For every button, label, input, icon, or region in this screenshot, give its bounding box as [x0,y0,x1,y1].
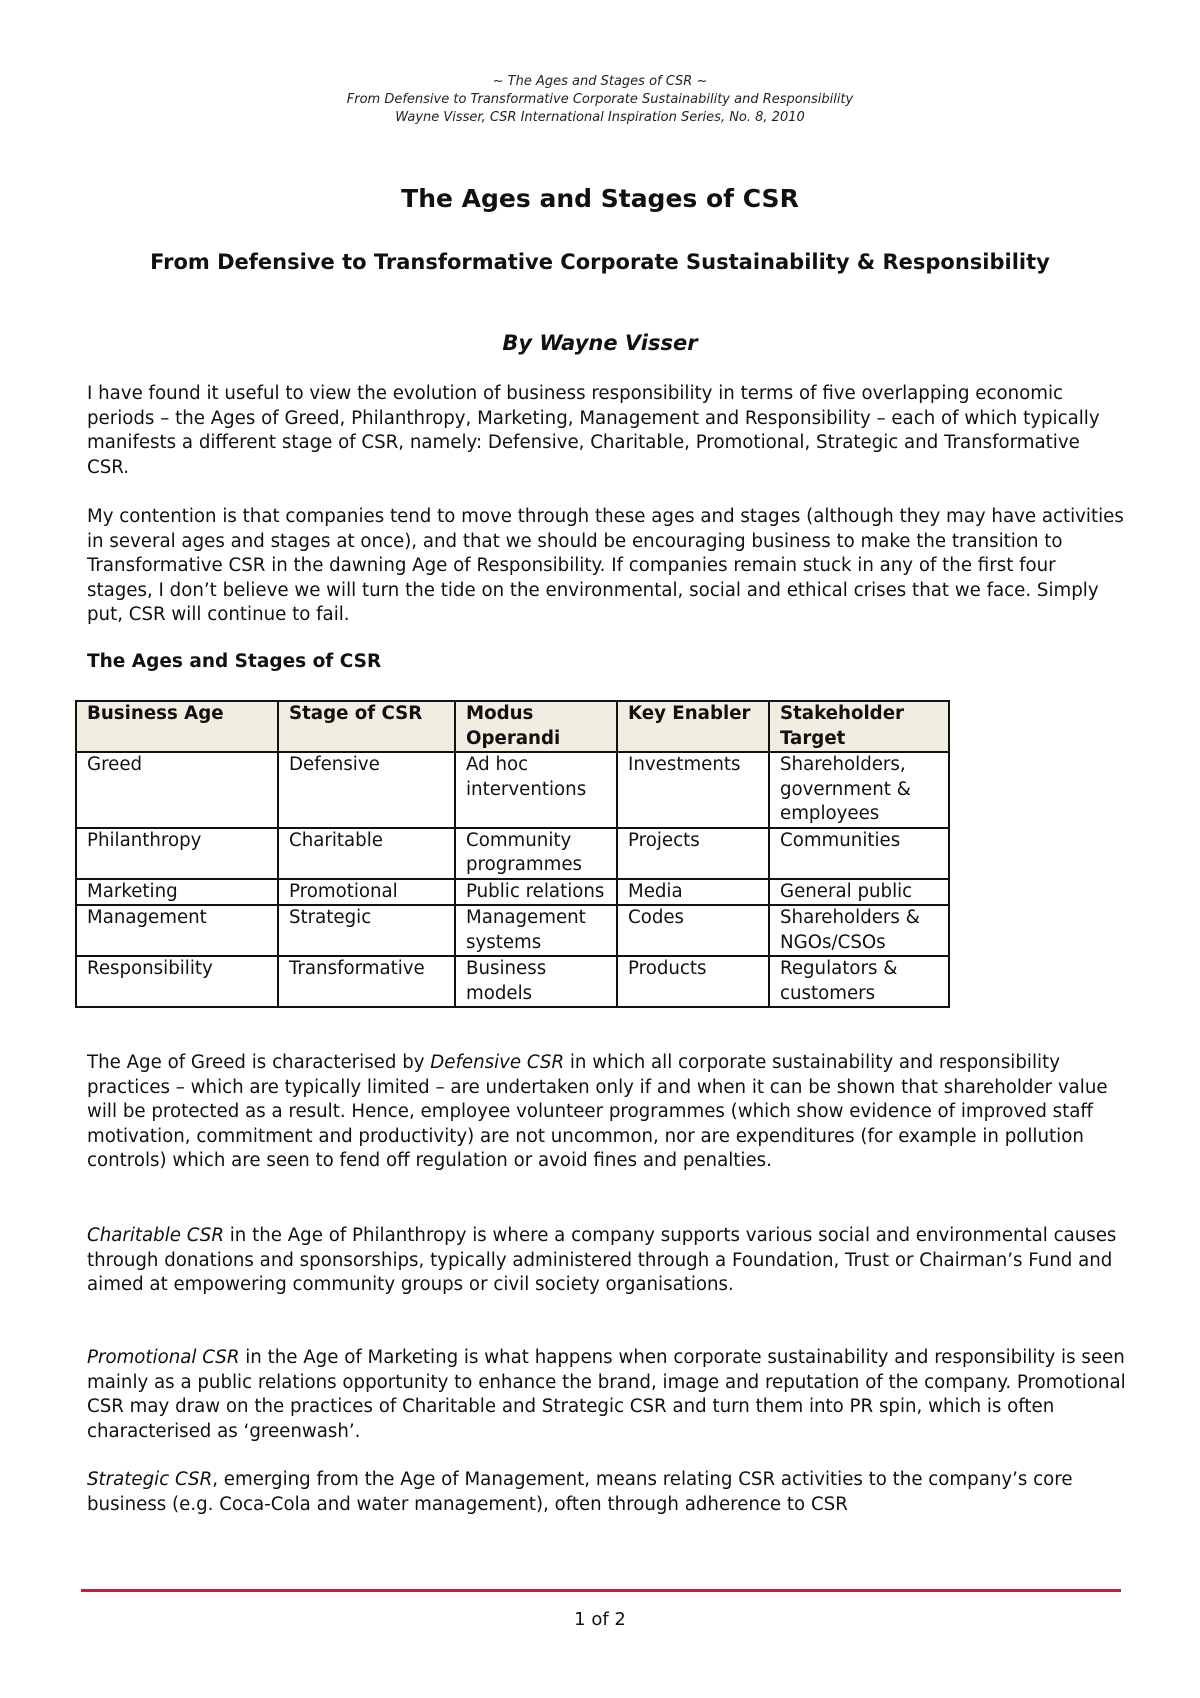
charitable-paragraph [87,1224,1127,1298]
header-line-1: ~ The Ages and Stages of CSR ~ [492,74,708,89]
table-cell: Shareholders & NGOs/CSOs [769,905,949,956]
table-row [76,905,949,956]
ages-stages-table [75,700,950,1008]
intro-paragraph-1: I have found it useful to view the evolution of business responsibility in terms of five overlapping economic periods – the Ages of Greed, Philanthropy, Marketing, Management and Responsibility – each of which typically manifests a different stage of CSR, namely: Defensive, Charitable, Promotional, Strategic and Transformative CSR. [87,383,1100,478]
column-header: Modus Operandi [455,701,617,752]
promotional-paragraph [87,1346,1127,1444]
table-row [76,752,949,828]
header-line-2: From Defensive to Transformative Corporate Sustainability and Responsibility [346,92,854,107]
table-cell: Projects [617,828,769,879]
csr-term: Charitable CSR [87,1225,224,1246]
table-cell: Greed [76,752,278,828]
table-cell: Public relations [455,879,617,906]
table-cell: Business models [455,956,617,1007]
table-header-row [76,701,949,752]
table-cell: Communities [769,828,949,879]
table-cell: Shareholders, government & employees [769,752,949,828]
table-cell: Charitable [278,828,455,879]
author-byline: By Wayne Visser [502,331,698,355]
table-row [76,956,949,1007]
csr-term: Defensive CSR [430,1052,565,1073]
column-header: Stage of CSR [278,701,455,752]
table-cell: Responsibility [76,956,278,1007]
table-cell: Codes [617,905,769,956]
table-cell: Products [617,956,769,1007]
footer-rule [81,1589,1121,1592]
table-cell: Defensive [278,752,455,828]
paragraph-text: in the Age of Marketing is what happens when corporate sustainability and responsibility is seen mainly as a public relations opportunity to enhance the brand, image and reputation of the company. Promotional CSR may draw on the practices of Charitable and Strategic CSR and turn them into PR spin, which is often characterised as ‘greenwash’. [87,1347,1126,1442]
table-cell: Management systems [455,905,617,956]
table-row [76,879,949,906]
table-cell: Ad hoc interventions [455,752,617,828]
paragraph-text: , emerging from the Age of Management, means relating CSR activities to the company’s core business (e.g. Coca-Cola and water management), often through adherence to CSR [87,1469,1073,1515]
header-line-3: Wayne Visser, CSR International Inspiration Series, No. 8, 2010 [395,110,805,125]
column-header: Key Enabler [617,701,769,752]
document-subtitle: From Defensive to Transformative Corporate Sustainability & Responsibility [150,250,1050,274]
strategic-paragraph [87,1468,1127,1517]
csr-term: Strategic CSR [87,1469,213,1490]
table-cell: Media [617,879,769,906]
paragraph-text: in which all corporate sustainability and responsibility practices – which are typically limited – are undertaken only if and when it can be shown that shareholder value will be protected as a result. Hence, employee volunteer programmes (which show evidence of improved staff motivation, commitment and productivity) are not uncommon, nor are expenditures (for example in pollution controls) which are seen to fend off regulation or avoid fines and penalties. [87,1052,1108,1171]
running-header [0,73,1200,127]
table-cell: Strategic [278,905,455,956]
column-header: Business Age [76,701,278,752]
table-cell: Community programmes [455,828,617,879]
paragraph-text: The Age of Greed is characterised by [87,1052,431,1073]
greed-paragraph [87,1051,1127,1174]
table-row [76,828,949,879]
csr-term: Promotional CSR [87,1347,240,1368]
table-cell: Management [76,905,278,956]
table-cell: Investments [617,752,769,828]
table-cell: Transformative [278,956,455,1007]
column-header: Stakeholder Target [769,701,949,752]
paragraph-text: in the Age of Philanthropy is where a company supports various social and environmental causes through donations and sponsorships, typically administered through a Foundation, Trust or Chairman’s Fund and aimed at empowering community groups or civil society organisations. [87,1225,1117,1295]
table-cell: Regulators & customers [769,956,949,1007]
intro-paragraph-2: My contention is that companies tend to move through these ages and stages (although they may have activities in several ages and stages at once), and that we should be encouraging business to make the transition to Transformative CSR in the dawning Age of Responsibility. If companies remain stuck in any of the first four stages, I don’t believe we will turn the tide on the environmental, social and ethical crises that we face. Simply put, CSR will continue to fail. [87,506,1124,625]
table-cell: Promotional [278,879,455,906]
table-cell: Marketing [76,879,278,906]
table-cell: Philanthropy [76,828,278,879]
table-cell: General public [769,879,949,906]
table-heading: The Ages and Stages of CSR [87,651,382,672]
document-title: The Ages and Stages of CSR [401,184,799,213]
page-number: 1 of 2 [574,1609,626,1630]
